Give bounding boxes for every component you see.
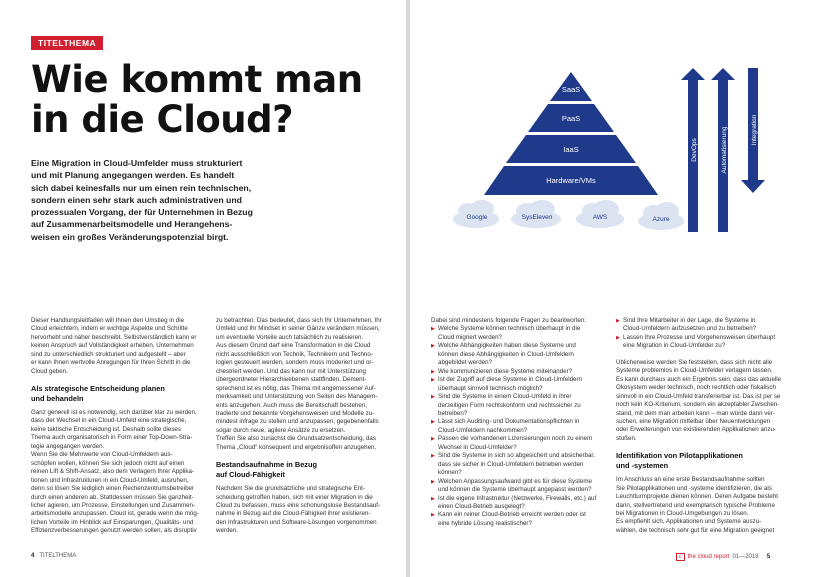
body-line: stand, mit dem man arbeiten kann – man würde dann ver- bbox=[616, 409, 775, 417]
bullet-arrow-icon: ▶ bbox=[431, 394, 435, 401]
body-line: keinen Anspruch auf Vollständigkeit erheben, Unternehmen bbox=[31, 342, 194, 350]
body-line: suchen, eine Migration mittelbar über Neuentwicklungen bbox=[616, 417, 771, 425]
body-line: wählen, die technisch sehr gut für eine Migration geeignet bbox=[616, 526, 775, 534]
body-line: ents anzugehen. Auch muss die Bereitschaft bestehen, bbox=[216, 401, 368, 409]
spacer bbox=[616, 443, 798, 451]
body-line: um eventuelle Vorteile auch tatsächlich zu realisieren. bbox=[216, 333, 364, 341]
body-line: tionen und Infrastrukturen in ein Cloud-Umfeld, ausruhen, bbox=[31, 476, 189, 484]
body-line: Wenn Sie die Mehrwerte von Cloud-Umfeldern aus- bbox=[31, 451, 173, 459]
body-line: arbeitsmodelle anzupassen. Cloud ist, gerade wenn die mög- bbox=[31, 510, 199, 518]
cloud-stack-diagram bbox=[410, 0, 816, 250]
bullet-arrow-icon: ▶ bbox=[431, 368, 435, 375]
body-line: Dieser Handlungsleitfaden will Ihnen den Umstieg in die bbox=[31, 317, 185, 324]
bullet-item bbox=[431, 478, 613, 486]
body-line: Im Anschluss an eine erste Bestandsaufnahme sollten bbox=[616, 476, 765, 484]
bullet-text: Kann ein reiner Cloud-Betrieb erreicht werden oder ist bbox=[438, 511, 586, 519]
body-line: darin, stellvertretend und exemplarisch typische Probleme bbox=[616, 501, 775, 509]
body-line: nicht ausschließlich von Technik, Technikern und Techno- bbox=[216, 350, 373, 358]
bullet-text: Welche Systeme können technisch überhaupt in die bbox=[438, 325, 581, 333]
bullet-text: Welchen Anpassungsaufwand gibt es für diese Systeme bbox=[438, 477, 592, 485]
bullet-text: Ist der Zugriff auf diese Systeme in Cloud-Umfeldern bbox=[438, 376, 582, 384]
section-heading: Als strategische Entscheidung planen bbox=[31, 384, 165, 394]
body-line: Sie Pilotapplikationen und -systeme identifizieren, die als bbox=[616, 484, 772, 492]
lead-line: sich dabei keinesfalls nur um einen rein technischen, bbox=[31, 182, 252, 193]
arrow-label: Integration bbox=[751, 114, 758, 146]
body-line: scheidung getroffen haben, sich mit einer Migration in die bbox=[216, 493, 373, 501]
body-line: reinen Lift & Shift-Ansatz, also dem Verlagern Ihrer Applika- bbox=[31, 468, 195, 476]
body-line: zu betrachten. Das bedeutet, dass sich Ihr Unternehmen, Ihr bbox=[216, 317, 382, 324]
bullet-arrow-icon: ▶ bbox=[431, 436, 435, 443]
bullet-item bbox=[431, 393, 613, 401]
lead-paragraph bbox=[31, 157, 263, 243]
body-line: keine taktische Entscheidung ist. Deshalb sollte dieses bbox=[31, 425, 181, 433]
brand-logo: c bbox=[676, 553, 685, 561]
pyramid-label: SaaS bbox=[561, 85, 581, 94]
body-line: Thema „Cloud“ konsequent und ergebnisoffen anzugehen. bbox=[216, 443, 377, 451]
bullet-item bbox=[431, 376, 613, 384]
body-line: Leuchtturmprojekte dienen können. Deren Aufgabe besteht bbox=[616, 493, 779, 501]
body-line: stoßen. bbox=[616, 434, 637, 442]
bullet-arrow-icon: ▶ bbox=[431, 377, 435, 384]
body-line: merksamkeit und Unterstützung von Seiten des Managem- bbox=[216, 393, 378, 401]
body-line: Treffen Sie also zunächst die Grundsatzentscheidung, das bbox=[216, 435, 376, 443]
bullet-continuation: Cloud migriert werden? bbox=[438, 333, 502, 341]
body-line: Aus diesem Grund darf eine Transformation in die Cloud bbox=[216, 342, 371, 350]
bullet-continuation: einen Cloud-Betrieb ausgelegt? bbox=[438, 502, 525, 510]
article-title bbox=[31, 60, 391, 140]
body-line: dass der Wechsel in ein Cloud-Umfeld eine strategische, bbox=[31, 417, 187, 425]
body-line: übergeordneter Hierarchieebenen stattfinden. Dement- bbox=[216, 376, 367, 384]
lead-line: auf Zusammenarbeitsmodelle und Herangehens- bbox=[31, 219, 233, 230]
bullet-arrow-icon: ▶ bbox=[431, 512, 435, 519]
body-line: hervorhebt und näher beschreibt. Selbstverständlich kann er bbox=[31, 333, 197, 341]
spacer bbox=[616, 351, 798, 359]
body-line: Es kann durchaus auch ein Ergebnis sein, dass das aktuelle bbox=[616, 375, 782, 383]
bullet-text: Wie kommunizieren diese Systeme miteinander? bbox=[438, 367, 573, 375]
body-line: denn so lösen Sie lediglich einen Rechenzentrumsbetreiber bbox=[31, 485, 195, 493]
arrow-integration bbox=[741, 68, 765, 193]
section-heading: und behandeln bbox=[31, 393, 84, 403]
body-line: schöpfen wollen, können Sie sich jedoch nicht auf einen bbox=[31, 459, 185, 467]
bullet-continuation: derzeitigen Form rechtskonform und rechtssicher zu bbox=[438, 401, 581, 409]
body-line: Ganz generell ist es notwendig, sich darüber klar zu werden, bbox=[31, 408, 197, 416]
body-line: sinnvoll in ein Cloud-Umfeld transferierbar ist. Das ist per se bbox=[616, 392, 781, 400]
bullet-arrow-icon: ▶ bbox=[431, 495, 435, 502]
section-heading: auf Cloud-Fähigkeit bbox=[216, 469, 285, 479]
bullet-arrow-icon: ▶ bbox=[616, 334, 620, 341]
bullet-text: Sind die Systeme in sich so abgesichert und absicherbar, bbox=[438, 452, 595, 460]
bullet-continuation: eine Migration in Cloud-Umfelder zu? bbox=[623, 342, 726, 350]
cloud-syseleven bbox=[511, 200, 561, 228]
bullet-continuation: können? bbox=[438, 469, 462, 477]
body-line: Cloud geben. bbox=[31, 367, 68, 375]
body-line: licher agieren, um Prozesse, Einstellungen und Zusammen- bbox=[31, 501, 196, 509]
body-line: er kann Ihnen wertvolle Anregungen für Ihren Schritt in die bbox=[31, 359, 191, 367]
issue-label: 01—2018 bbox=[732, 554, 759, 560]
bullet-item bbox=[431, 511, 613, 519]
body-line: Thema auch organisatorisch in Form einer Top-Down-Stra- bbox=[31, 434, 193, 442]
column-3 bbox=[431, 317, 613, 528]
column-4 bbox=[616, 317, 798, 535]
bullet-continuation: eine hybride Lösung realistischer? bbox=[438, 519, 532, 527]
body-line: Cloud zu befassen, muss eine schonungslose Bestandsauf- bbox=[216, 501, 381, 509]
bullet-continuation: und können die Systeme überhaupt angepasst werden? bbox=[438, 486, 592, 494]
left-footer bbox=[31, 553, 76, 559]
cloud-google bbox=[453, 200, 499, 228]
bullet-continuation: Cloud-Umfeldern aufzusetzen und zu betreiben? bbox=[623, 325, 757, 333]
right-page bbox=[410, 0, 816, 577]
bullet-arrow-icon: ▶ bbox=[431, 343, 435, 350]
bullet-item bbox=[431, 435, 613, 443]
body-line: den Infrastrukturen und Software-Lösungen vorgenommen bbox=[216, 518, 377, 526]
body-line: oder Erweiterungen von existierenden Applikationen anzu- bbox=[616, 426, 776, 434]
bullet-continuation: können diese Abhängigkeiten in Cloud-Umfeldern bbox=[438, 350, 574, 358]
section-heading: und -systemen bbox=[616, 460, 669, 470]
bullet-text: Passen die vorhandenen Lizensierungen noch zu einem bbox=[438, 435, 593, 443]
bullet-item bbox=[431, 495, 613, 503]
section-heading: Bestandsaufnahme in Bezug bbox=[216, 460, 318, 470]
body-line: Üblicherweise werden Sie feststellen, dass sich nicht alle bbox=[616, 358, 773, 366]
lead-line: Eine Migration in Cloud-Umfelder muss strukturiert bbox=[31, 158, 243, 168]
bullet-arrow-icon: ▶ bbox=[431, 453, 435, 460]
body-line: logien gesteuert werden, sondern muss moderiert und or- bbox=[216, 359, 374, 367]
column-2 bbox=[216, 317, 396, 536]
footer-section: TITELTHEMA bbox=[39, 553, 77, 559]
body-line: tradierte und bekannte Vorgehensweisen und Modelle zu- bbox=[216, 409, 375, 417]
body-line: bei Migrationen in Cloud-Umgebungen zu lösen. bbox=[616, 509, 749, 517]
bullet-continuation: Wechsel in Cloud-Umfelder? bbox=[438, 443, 517, 451]
cloud-label: AWS bbox=[592, 214, 608, 221]
body-line: Umfeld und Ihr Mindset in seiner Gänze verändern müssen, bbox=[216, 325, 380, 333]
body-line: durch einen anderen ab. Stattdessen müssen Sie ganzheit- bbox=[31, 493, 194, 501]
title-line: Wie kommt man bbox=[31, 58, 363, 101]
body-line: Nachdem Sie die grundsätzliche und strategische Ent- bbox=[216, 485, 365, 493]
bullet-text: Sind Ihre Mitarbeiter in der Lage, die Systeme in bbox=[623, 317, 756, 324]
left-page bbox=[0, 0, 406, 577]
bullet-item bbox=[431, 325, 613, 333]
bullet-continuation: abgebildet werden? bbox=[438, 359, 493, 367]
arrow-automatisierung bbox=[711, 68, 735, 232]
bullet-arrow-icon: ▶ bbox=[431, 326, 435, 333]
lead-line: prozessualen Vorgang, der für Unternehmen in Bezug bbox=[31, 207, 253, 218]
arrow-label: DevOps bbox=[691, 138, 698, 162]
lead-line: sondern einen sehr stark auch administrativen und bbox=[31, 194, 242, 205]
body-line: werden. bbox=[216, 527, 239, 535]
body-line: tegie angegangen werden. bbox=[31, 442, 105, 450]
cloud-aws bbox=[576, 200, 624, 228]
spacer bbox=[216, 452, 396, 460]
bullet-item bbox=[616, 317, 798, 325]
cloud-azure bbox=[638, 202, 684, 230]
right-footer bbox=[676, 553, 770, 561]
title-line: in die Cloud? bbox=[31, 98, 294, 141]
bullet-continuation: überhaupt sinnvoll technisch möglich? bbox=[438, 384, 543, 392]
bullet-text: Ist die eigene Infrastruktur (Netzwerke, Firewalls, etc.) auf bbox=[438, 494, 597, 502]
arrow-devops bbox=[681, 68, 705, 232]
body-line: chestriert werden. Und das kann nur mit Unterstützung bbox=[216, 367, 366, 375]
section-heading: Identifikation von Pilotapplikationen bbox=[616, 451, 743, 461]
column-1 bbox=[31, 317, 213, 536]
bullet-item bbox=[431, 368, 613, 376]
page-number: 4 bbox=[31, 553, 35, 559]
bullet-continuation: dass sie sicher in Cloud-Umfeldern betrieben werden bbox=[438, 460, 584, 468]
bullet-text: Welche Abhängigkeiten haben diese Systeme und bbox=[438, 342, 576, 350]
body-line: sind zu unterschiedlich strukturiert und aufgestellt – aber bbox=[31, 350, 186, 358]
body-line: lichen Vorteile im Hinblick auf Einsparungen, Qualitäts- und bbox=[31, 518, 194, 526]
cloud-label: Google bbox=[466, 214, 488, 221]
body-line: Ökosystem weder technisch, noch rechtlich oder fiskalisch bbox=[616, 384, 776, 392]
publication-name: the cloud report bbox=[687, 554, 730, 560]
page-number: 5 bbox=[766, 554, 771, 560]
body-line: sogar durch neue, agilere Ansätze zu ersetzen. bbox=[216, 426, 346, 434]
pyramid-label: PaaS bbox=[561, 114, 581, 123]
bullet-item bbox=[431, 342, 613, 350]
body-line: Es empfiehlt sich, Applikationen und Systeme auszu- bbox=[616, 518, 762, 526]
bullet-arrow-icon: ▶ bbox=[431, 419, 435, 426]
bullet-item bbox=[616, 334, 798, 342]
body-line: Effizienzverbesserungen genutzt werden sollen, als disruptiv bbox=[31, 527, 197, 535]
pyramid-label: Hardware/VMs bbox=[546, 176, 596, 185]
pyramid-label: IaaS bbox=[563, 145, 579, 154]
arrow-label: Automatisierung bbox=[721, 126, 728, 174]
bullet-item bbox=[431, 418, 613, 426]
bullet-continuation: Cloud-Umfeldern nachkommen? bbox=[438, 426, 528, 434]
body-line: Cloud erleichtern, indem er wichtige Aspekte und Schritte bbox=[31, 325, 188, 333]
body-line: noch kein KO-Kriterium, sondern ein akzeptabler Zwischen- bbox=[616, 401, 780, 409]
cloud-label: SysEleven bbox=[521, 214, 553, 221]
bullet-text: Sind die Systeme in einem Cloud-Umfeld in ihrer bbox=[438, 393, 572, 401]
body-line: nahme in Bezug auf die Cloud-Fähigkeit ihrer existieren- bbox=[216, 510, 371, 518]
bullet-arrow-icon: ▶ bbox=[431, 478, 435, 485]
bullet-text: Lässt sich Auditing- und Dokumentationspflichten in bbox=[438, 418, 580, 426]
cloud-label: Azure bbox=[652, 216, 670, 223]
bullet-arrow-icon: ▶ bbox=[616, 318, 620, 324]
lead-line: weisen ein großes Veränderungspotenzial birgt. bbox=[31, 231, 229, 242]
spacer bbox=[31, 376, 213, 384]
lead-line: und mit Planung angegangen werden. Es handelt bbox=[31, 170, 235, 181]
body-line: Systeme problemlos in Cloud-Umfelder verlagern lassen. bbox=[616, 367, 773, 375]
body-line: mindest infrage zu stellen und anzupassen, gegebenenfalls bbox=[216, 418, 379, 426]
section-tag: TITELTHEMA bbox=[31, 36, 103, 50]
bullet-item bbox=[431, 452, 613, 460]
body-line: Dabei sind mindestens folgende Fragen zu beantworten: bbox=[431, 317, 587, 324]
bullet-continuation: betreiben? bbox=[438, 409, 468, 417]
body-line: sprechend ist es nötig, das Thema mit angemessener Auf- bbox=[216, 384, 376, 392]
bullet-text: Lassen Ihre Prozesse und Vorgehensweisen überhaupt bbox=[623, 333, 776, 341]
